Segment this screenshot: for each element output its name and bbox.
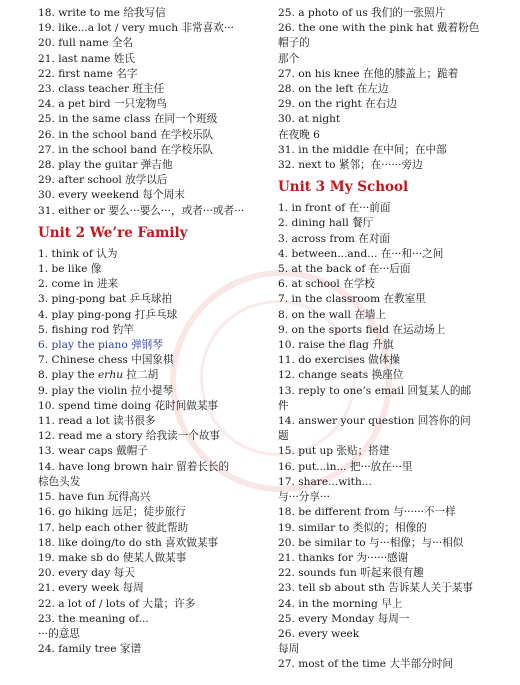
unit3-heading: Unit 3 My School bbox=[278, 179, 409, 196]
list-item: 29. on the right 在右边 bbox=[278, 98, 397, 111]
list-item: 22. a lot of / lots of 大量；许多 bbox=[38, 597, 196, 610]
list-item: 24. a pet bird 一只宠物鸟 bbox=[38, 98, 167, 111]
list-item: 18. write to me 给我写信 bbox=[38, 7, 166, 19]
list-item bbox=[38, 368, 270, 383]
list-item: 24. in the morning 早上 bbox=[278, 597, 403, 610]
left-column bbox=[38, 6, 270, 657]
list-item: 12. change seats 换座位 bbox=[278, 369, 404, 382]
list-item: 32. next to 紧邻；在······旁边 bbox=[278, 159, 423, 172]
item-italic-word: erhu bbox=[98, 369, 124, 382]
list-item: 7. Chinese chess 中国象棋 bbox=[38, 354, 174, 367]
list-item: 17. share...with... bbox=[278, 475, 372, 488]
list-item-continuation: ···的意思 bbox=[38, 627, 80, 640]
list-item: 18. be different from 与······不一样 bbox=[278, 506, 456, 519]
list-item: 23. class teacher 班主任 bbox=[38, 83, 165, 96]
list-item: 19. make sb do 使某人做某事 bbox=[38, 551, 187, 564]
unit3-list bbox=[278, 201, 510, 672]
list-item: 28. on the left 在左边 bbox=[278, 83, 389, 96]
list-item-continuation: 每周 bbox=[278, 643, 300, 656]
list-item: 26. the one with the pink hat 戴着粉色 bbox=[278, 22, 480, 35]
list-item: 13. reply to one’s email 回复某人的邮 bbox=[278, 384, 472, 397]
list-item: 25. in the same class 在同一个班级 bbox=[38, 113, 218, 126]
list-item: 25. a photo of us 我们的一张照片 bbox=[278, 7, 446, 19]
list-item: 27. on his knee 在他的膝盖上；跪着 bbox=[278, 67, 459, 80]
list-item: 20. every day 每天 bbox=[38, 567, 135, 580]
list-item: 29. after school 放学以后 bbox=[38, 174, 168, 187]
list-item: 1. in front of 在···前面 bbox=[278, 202, 391, 215]
list-item-continuation: 帽子的 bbox=[278, 37, 310, 50]
list-item: 27. in the school band 在学校乐队 bbox=[38, 143, 214, 156]
list-item: 2. dining hall 餐厅 bbox=[278, 217, 374, 230]
list-item: 20. be similar to 与···相像；与···相似 bbox=[278, 536, 464, 549]
list-item: 21. last name 姓氏 bbox=[38, 52, 135, 65]
list-item: 23. tell sb about sth 告诉某人关于某事 bbox=[278, 582, 474, 595]
list-item: 20. full name 全名 bbox=[38, 37, 134, 50]
item-text: 拉二胡 bbox=[123, 369, 159, 382]
list-item: 11. do exercises 做体操 bbox=[278, 354, 400, 367]
list-item: 14. answer your question 回答你的问 bbox=[278, 415, 471, 428]
list-item: 21. thanks for 为······感谢 bbox=[278, 551, 409, 564]
list-item: 12. read me a story 给我读一个故事 bbox=[38, 430, 221, 443]
list-item: 1. think of 认为 bbox=[38, 247, 118, 260]
list-item: 23. the meaning of... bbox=[38, 612, 149, 625]
list-item: 24. family tree 家谱 bbox=[38, 643, 142, 656]
list-item: 31. either or 要么···要么···，或者···或者··· bbox=[38, 204, 245, 217]
right-top-list bbox=[278, 6, 510, 173]
list-item: 22. sounds fun 听起来很有趣 bbox=[278, 567, 424, 580]
list-item: 22. first name 名字 bbox=[38, 67, 138, 80]
list-item: 30. at night bbox=[278, 113, 341, 126]
list-item: 10. raise the flag 升旗 bbox=[278, 339, 394, 352]
list-item: 9. play the violin 拉小提琴 bbox=[38, 384, 174, 397]
list-item: 15. have fun 玩得高兴 bbox=[38, 491, 151, 504]
list-item: 4. between...and... 在···和···之间 bbox=[278, 247, 444, 260]
list-item: 18. like doing/to do sth 喜欢做某事 bbox=[38, 536, 219, 549]
list-item: 28. play the guitar 弹吉他 bbox=[38, 159, 173, 172]
right-column bbox=[278, 6, 510, 673]
list-item: 19. like...a lot / very much 非常喜欢··· bbox=[38, 22, 234, 35]
list-item: 13. wear caps 戴帽子 bbox=[38, 445, 148, 458]
list-item: 7. in the classroom 在教室里 bbox=[278, 293, 426, 306]
list-item: 17. help each other 彼此帮助 bbox=[38, 521, 189, 534]
list-item: 4. play ping-pong 打乒乓球 bbox=[38, 308, 178, 321]
list-item: 10. spend time doing 花时间做某事 bbox=[38, 399, 219, 412]
list-item-continuation: 与···分享··· bbox=[278, 491, 330, 504]
item-text: 8. play the bbox=[38, 369, 99, 382]
list-item: 2. come in 进来 bbox=[38, 278, 119, 291]
list-item-highlighted: 6. play the piano 弹钢琴 bbox=[38, 339, 163, 352]
list-item: 15. put up 张贴；搭建 bbox=[278, 445, 390, 458]
list-item: 8. on the wall 在墙上 bbox=[278, 308, 387, 321]
list-item: 3. across from 在对面 bbox=[278, 232, 390, 245]
list-item: 16. put...in... 把···放在···里 bbox=[278, 460, 413, 473]
list-item: 14. have long brown hair 留着长长的 bbox=[38, 460, 230, 473]
list-item-continuation: 题 bbox=[278, 430, 289, 443]
list-item: 30. every weekend 每个周末 bbox=[38, 189, 185, 202]
list-item: 1. be like 像 bbox=[38, 263, 102, 276]
list-item: 31. in the middle 在中间；在中部 bbox=[278, 143, 447, 156]
list-item: 27. most of the time 大半部分时间 bbox=[278, 658, 453, 671]
list-item: 11. read a lot 读书很多 bbox=[38, 415, 156, 428]
list-item-continuation: 那个 bbox=[278, 52, 300, 65]
left-top-list bbox=[38, 6, 270, 219]
list-item: 9. on the sports field 在运动场上 bbox=[278, 323, 446, 336]
list-item-continuation: 棕色头发 bbox=[38, 475, 81, 488]
unit2-heading: Unit 2 We’re Family bbox=[38, 224, 188, 241]
list-item: 21. every week 每周 bbox=[38, 582, 144, 595]
list-item-continuation: 件 bbox=[278, 399, 289, 412]
list-item-continuation: 在夜晚 6 bbox=[278, 128, 320, 141]
list-item: 25. every Monday 每周一 bbox=[278, 612, 410, 625]
list-item: 16. go hiking 远足；徒步旅行 bbox=[38, 506, 186, 519]
list-item: 5. at the back of 在···后面 bbox=[278, 263, 411, 276]
list-item: 26. every week bbox=[278, 627, 360, 640]
list-item: 26. in the school band 在学校乐队 bbox=[38, 128, 214, 141]
list-item: 6. at school 在学校 bbox=[278, 278, 375, 291]
list-item: 19. similar to 类似的；相像的 bbox=[278, 521, 427, 534]
list-item: 3. ping-pong bat 乒乓球拍 bbox=[38, 293, 173, 306]
unit2-list bbox=[38, 247, 270, 657]
list-item: 5. fishing rod 钓竿 bbox=[38, 323, 134, 336]
